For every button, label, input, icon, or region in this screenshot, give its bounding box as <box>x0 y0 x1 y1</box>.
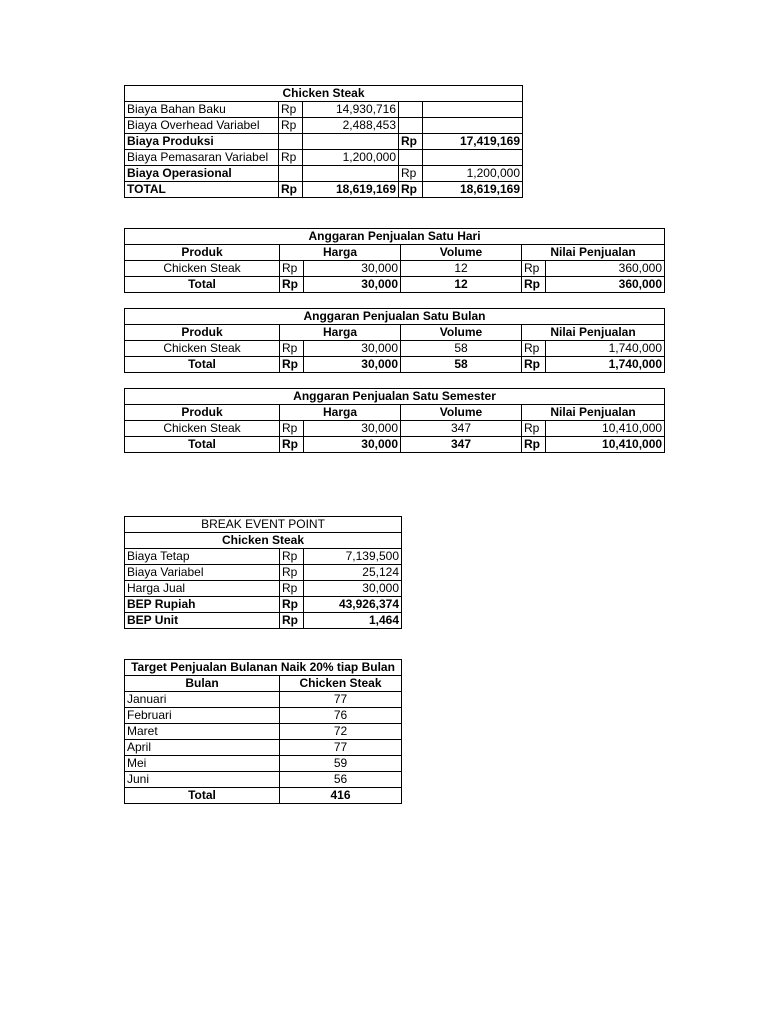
sales-value-cell: 360,000 <box>546 261 665 277</box>
value: 59 <box>280 756 402 772</box>
row-label: Harga Jual <box>125 581 280 597</box>
volume-cell: 347 <box>401 437 522 453</box>
target-title: Target Penjualan Bulanan Naik 20% tiap Bulan <box>125 660 402 676</box>
table-title: Anggaran Penjualan Satu Semester <box>125 389 665 405</box>
month-cell: April <box>125 740 280 756</box>
volume-cell: 12 <box>401 277 522 293</box>
column-header: Produk <box>125 405 280 421</box>
table-row <box>125 150 523 166</box>
value: 30,000 <box>304 581 402 597</box>
currency <box>279 166 303 182</box>
product-cell: Chicken Steak <box>125 421 280 437</box>
currency: Rp <box>279 102 303 118</box>
column-header: Nilai Penjualan <box>522 405 665 421</box>
value: 77 <box>280 692 402 708</box>
column-header: Produk <box>125 245 280 261</box>
month-cell: Februari <box>125 708 280 724</box>
value: 77 <box>280 740 402 756</box>
total-label: Total <box>125 357 280 373</box>
value: 18,619,169 <box>303 182 399 198</box>
currency: Rp <box>399 134 423 150</box>
table-row <box>125 421 665 437</box>
table-row <box>125 102 523 118</box>
currency <box>399 150 423 166</box>
total-label: Total <box>125 437 280 453</box>
row-label: Biaya Operasional <box>125 166 279 182</box>
total-row <box>125 357 665 373</box>
table-row <box>125 341 665 357</box>
value <box>303 134 399 150</box>
currency: Rp <box>279 118 303 134</box>
value: 18,619,169 <box>423 182 523 198</box>
currency: Rp <box>280 261 304 277</box>
price-cell: 30,000 <box>304 357 401 373</box>
sales-value-cell: 360,000 <box>546 277 665 293</box>
table-row <box>125 692 402 708</box>
total-label: Total <box>125 277 280 293</box>
currency: Rp <box>280 613 304 629</box>
table-row <box>125 118 523 134</box>
product-cell: Chicken Steak <box>125 341 280 357</box>
table-title: Anggaran Penjualan Satu Bulan <box>125 309 665 325</box>
price-cell: 30,000 <box>304 437 401 453</box>
column-header: Volume <box>401 245 522 261</box>
price-cell: 30,000 <box>304 277 401 293</box>
month-cell: Maret <box>125 724 280 740</box>
table-row <box>125 724 402 740</box>
column-header: Harga <box>280 405 401 421</box>
currency: Rp <box>522 341 546 357</box>
value: 416 <box>280 788 402 804</box>
value <box>303 166 399 182</box>
table-row <box>125 708 402 724</box>
total-row <box>125 788 402 804</box>
currency: Rp <box>280 421 304 437</box>
table-row <box>125 182 523 198</box>
currency: Rp <box>280 357 304 373</box>
sales-value-cell: 10,410,000 <box>546 421 665 437</box>
value: 72 <box>280 724 402 740</box>
month-cell: Mei <box>125 756 280 772</box>
volume-cell: 347 <box>401 421 522 437</box>
column-header: Volume <box>401 325 522 341</box>
cost-table-title: Chicken Steak <box>125 86 523 102</box>
sales-table-semester <box>124 388 665 453</box>
currency: Rp <box>279 182 303 198</box>
value: 56 <box>280 772 402 788</box>
row-label: Biaya Variabel <box>125 565 280 581</box>
total-label: Total <box>125 788 280 804</box>
currency: Rp <box>522 421 546 437</box>
value: 7,139,500 <box>304 549 402 565</box>
table-row <box>125 581 402 597</box>
row-label: BEP Rupiah <box>125 597 280 613</box>
currency: Rp <box>522 261 546 277</box>
value <box>423 150 523 166</box>
total-row <box>125 277 665 293</box>
price-cell: 30,000 <box>304 341 401 357</box>
currency: Rp <box>399 166 423 182</box>
table-row <box>125 134 523 150</box>
row-label: Biaya Produksi <box>125 134 279 150</box>
cost-table <box>124 85 523 198</box>
currency <box>399 102 423 118</box>
row-label: Biaya Tetap <box>125 549 280 565</box>
bep-subtitle: Chicken Steak <box>125 533 402 549</box>
volume-cell: 58 <box>401 357 522 373</box>
column-header: Bulan <box>125 676 280 692</box>
target-table <box>124 659 402 804</box>
price-cell: 30,000 <box>304 261 401 277</box>
currency: Rp <box>280 581 304 597</box>
value: 1,200,000 <box>423 166 523 182</box>
currency <box>399 118 423 134</box>
currency: Rp <box>280 565 304 581</box>
sales-value-cell: 1,740,000 <box>546 341 665 357</box>
volume-cell: 12 <box>401 261 522 277</box>
column-header: Harga <box>280 325 401 341</box>
currency: Rp <box>280 341 304 357</box>
currency: Rp <box>522 437 546 453</box>
table-row <box>125 166 523 182</box>
sales-value-cell: 10,410,000 <box>546 437 665 453</box>
row-label: BEP Unit <box>125 613 280 629</box>
bep-table <box>124 516 402 629</box>
column-header: Nilai Penjualan <box>522 245 665 261</box>
table-row <box>125 549 402 565</box>
table-row <box>125 740 402 756</box>
table-row <box>125 756 402 772</box>
value <box>423 102 523 118</box>
volume-cell: 58 <box>401 341 522 357</box>
table-row <box>125 613 402 629</box>
price-cell: 30,000 <box>304 421 401 437</box>
column-header: Harga <box>280 245 401 261</box>
currency: Rp <box>280 549 304 565</box>
value: 1,464 <box>304 613 402 629</box>
currency: Rp <box>280 277 304 293</box>
table-row <box>125 261 665 277</box>
currency: Rp <box>522 277 546 293</box>
sales-table-month <box>124 308 665 373</box>
table-row <box>125 597 402 613</box>
table-row <box>125 772 402 788</box>
month-cell: Januari <box>125 692 280 708</box>
total-row <box>125 437 665 453</box>
value: 25,124 <box>304 565 402 581</box>
value: 1,200,000 <box>303 150 399 166</box>
column-header: Produk <box>125 325 280 341</box>
row-label: TOTAL <box>125 182 279 198</box>
currency <box>279 134 303 150</box>
value <box>423 118 523 134</box>
value: 43,926,374 <box>304 597 402 613</box>
table-row <box>125 565 402 581</box>
value: 17,419,169 <box>423 134 523 150</box>
sales-value-cell: 1,740,000 <box>546 357 665 373</box>
row-label: Biaya Pemasaran Variabel <box>125 150 279 166</box>
column-header: Volume <box>401 405 522 421</box>
row-label: Biaya Bahan Baku <box>125 102 279 118</box>
month-cell: Juni <box>125 772 280 788</box>
value: 2,488,453 <box>303 118 399 134</box>
currency: Rp <box>280 597 304 613</box>
product-cell: Chicken Steak <box>125 261 280 277</box>
currency: Rp <box>522 357 546 373</box>
value: 14,930,716 <box>303 102 399 118</box>
currency: Rp <box>280 437 304 453</box>
sales-table-day <box>124 228 665 293</box>
currency: Rp <box>279 150 303 166</box>
column-header: Nilai Penjualan <box>522 325 665 341</box>
currency: Rp <box>399 182 423 198</box>
table-title: Anggaran Penjualan Satu Hari <box>125 229 665 245</box>
bep-title: BREAK EVENT POINT <box>125 517 402 533</box>
value: 76 <box>280 708 402 724</box>
column-header: Chicken Steak <box>280 676 402 692</box>
row-label: Biaya Overhead Variabel <box>125 118 279 134</box>
